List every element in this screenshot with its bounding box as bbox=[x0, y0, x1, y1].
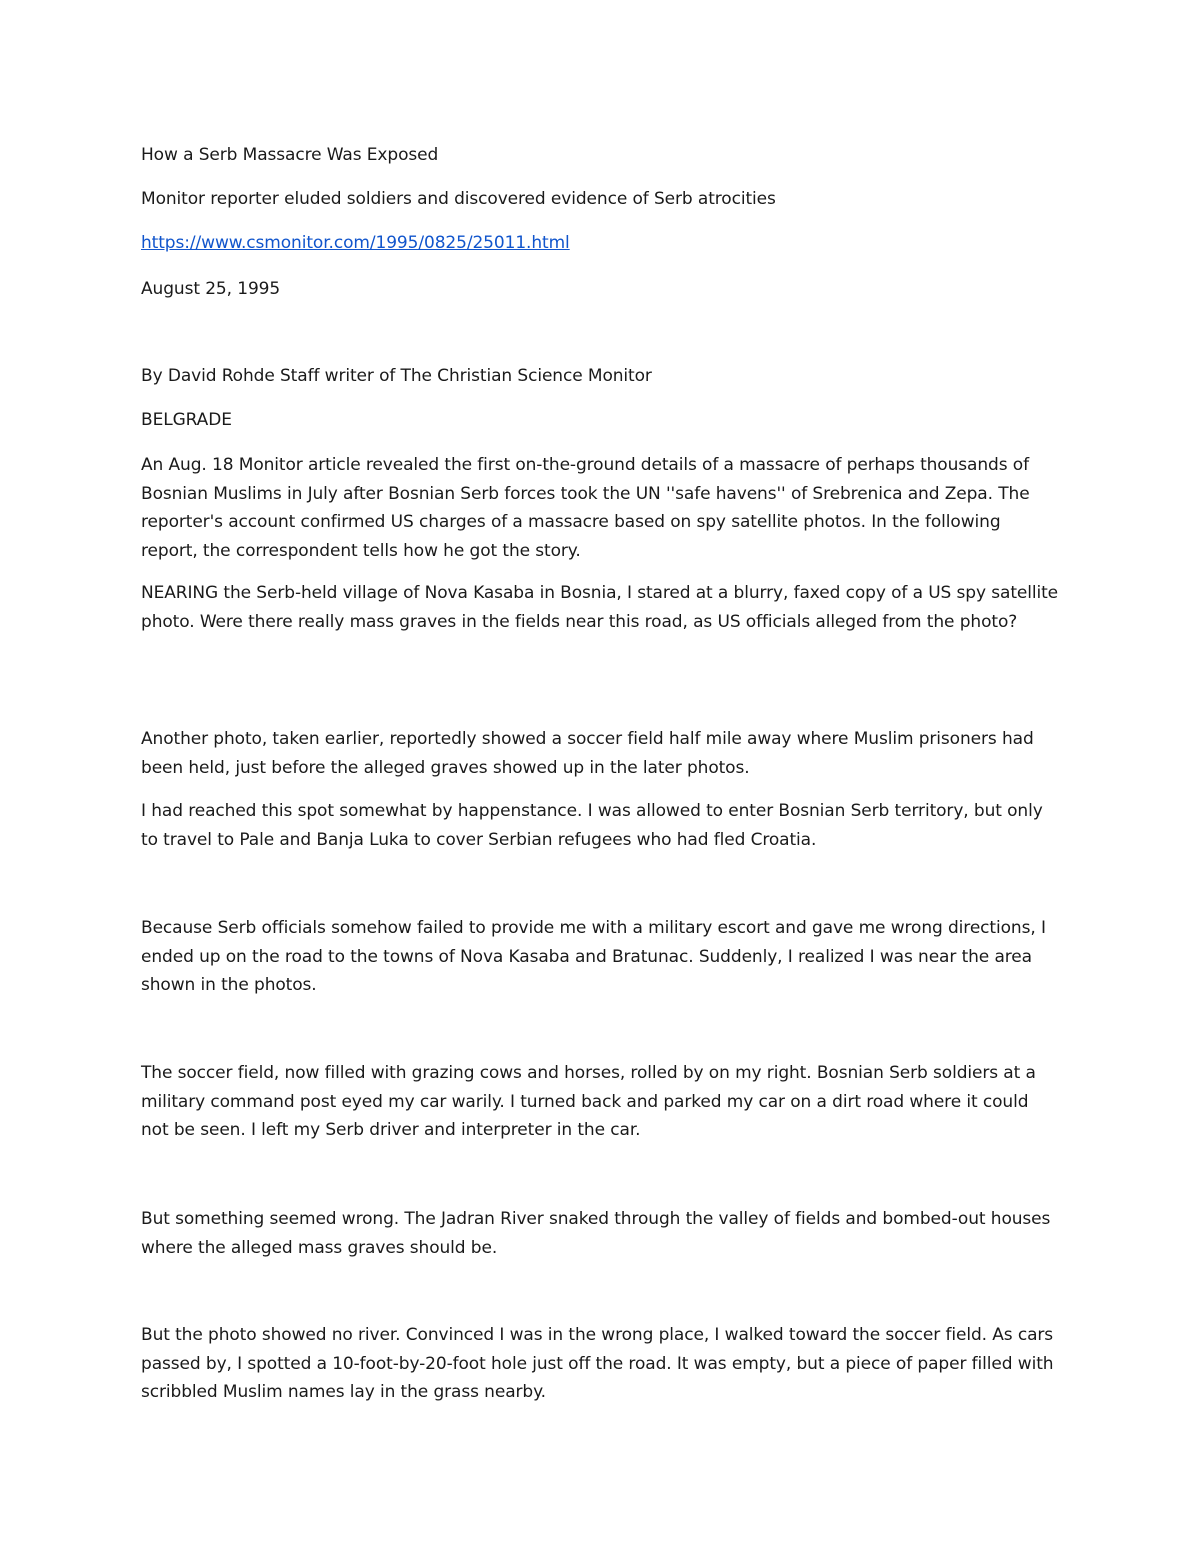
article-date: August 25, 1995 bbox=[141, 279, 281, 299]
paragraph: NEARING the Serb-held village of Nova Kasaba in Bosnia, I stared at a blurry, faxed copy of a US spy satellite photo. Were there really mass graves in the fields near this road, as US officials alleged from the photo? bbox=[141, 583, 1059, 632]
article-dateline: BELGRADE bbox=[141, 410, 232, 430]
paragraph: An Aug. 18 Monitor article revealed the first on-the-ground details of a massacre of perhaps thousands of Bosnian Muslims in July after Bosnian Serb forces took the UN ''safe havens'' of Srebrenica and Zepa. The reporter's account confirmed US charges of a massacre based on spy satellite photos. In the following report, the correspondent tells how he got the story. bbox=[141, 455, 1030, 561]
paragraph: But something seemed wrong. The Jadran River snaked through the valley of fields and bombed-out houses where the alleged mass graves should be. bbox=[141, 1209, 1051, 1258]
article-byline: By David Rohde Staff writer of The Christian Science Monitor bbox=[141, 366, 652, 386]
paragraph: But the photo showed no river. Convinced I was in the wrong place, I walked toward the soccer field. As cars passed by, I spotted a 10-foot-by-20-foot hole just off the road. It was empty, but a piece of paper filled with scribbled Muslim names lay in the grass nearby. bbox=[141, 1325, 1054, 1402]
paragraph: I had reached this spot somewhat by happenstance. I was allowed to enter Bosnian Serb territory, but only to travel to Pale and Banja Luka to cover Serbian refugees who had fled Croatia. bbox=[141, 801, 1043, 850]
paragraph: Another photo, taken earlier, reportedly showed a soccer field half mile away where Muslim prisoners had been held, just before the alleged graves showed up in the later photos. bbox=[141, 729, 1034, 778]
paragraph: Because Serb officials somehow failed to provide me with a military escort and gave me wrong directions, I ended up on the road to the towns of Nova Kasaba and Bratunac. Suddenly, I realized I was near the area shown in the photos. bbox=[141, 918, 1046, 995]
article-url-link[interactable]: https://www.csmonitor.com/1995/0825/25011.html bbox=[141, 233, 570, 253]
paragraph: The soccer field, now filled with grazing cows and horses, rolled by on my right. Bosnian Serb soldiers at a military command post eyed my car warily. I turned back and parked my car on a dirt road where it could not be seen. I left my Serb driver and interpreter in the car. bbox=[141, 1063, 1036, 1140]
article-title: How a Serb Massacre Was Exposed bbox=[141, 145, 439, 165]
article-subtitle: Monitor reporter eluded soldiers and discovered evidence of Serb atrocities bbox=[141, 189, 776, 209]
